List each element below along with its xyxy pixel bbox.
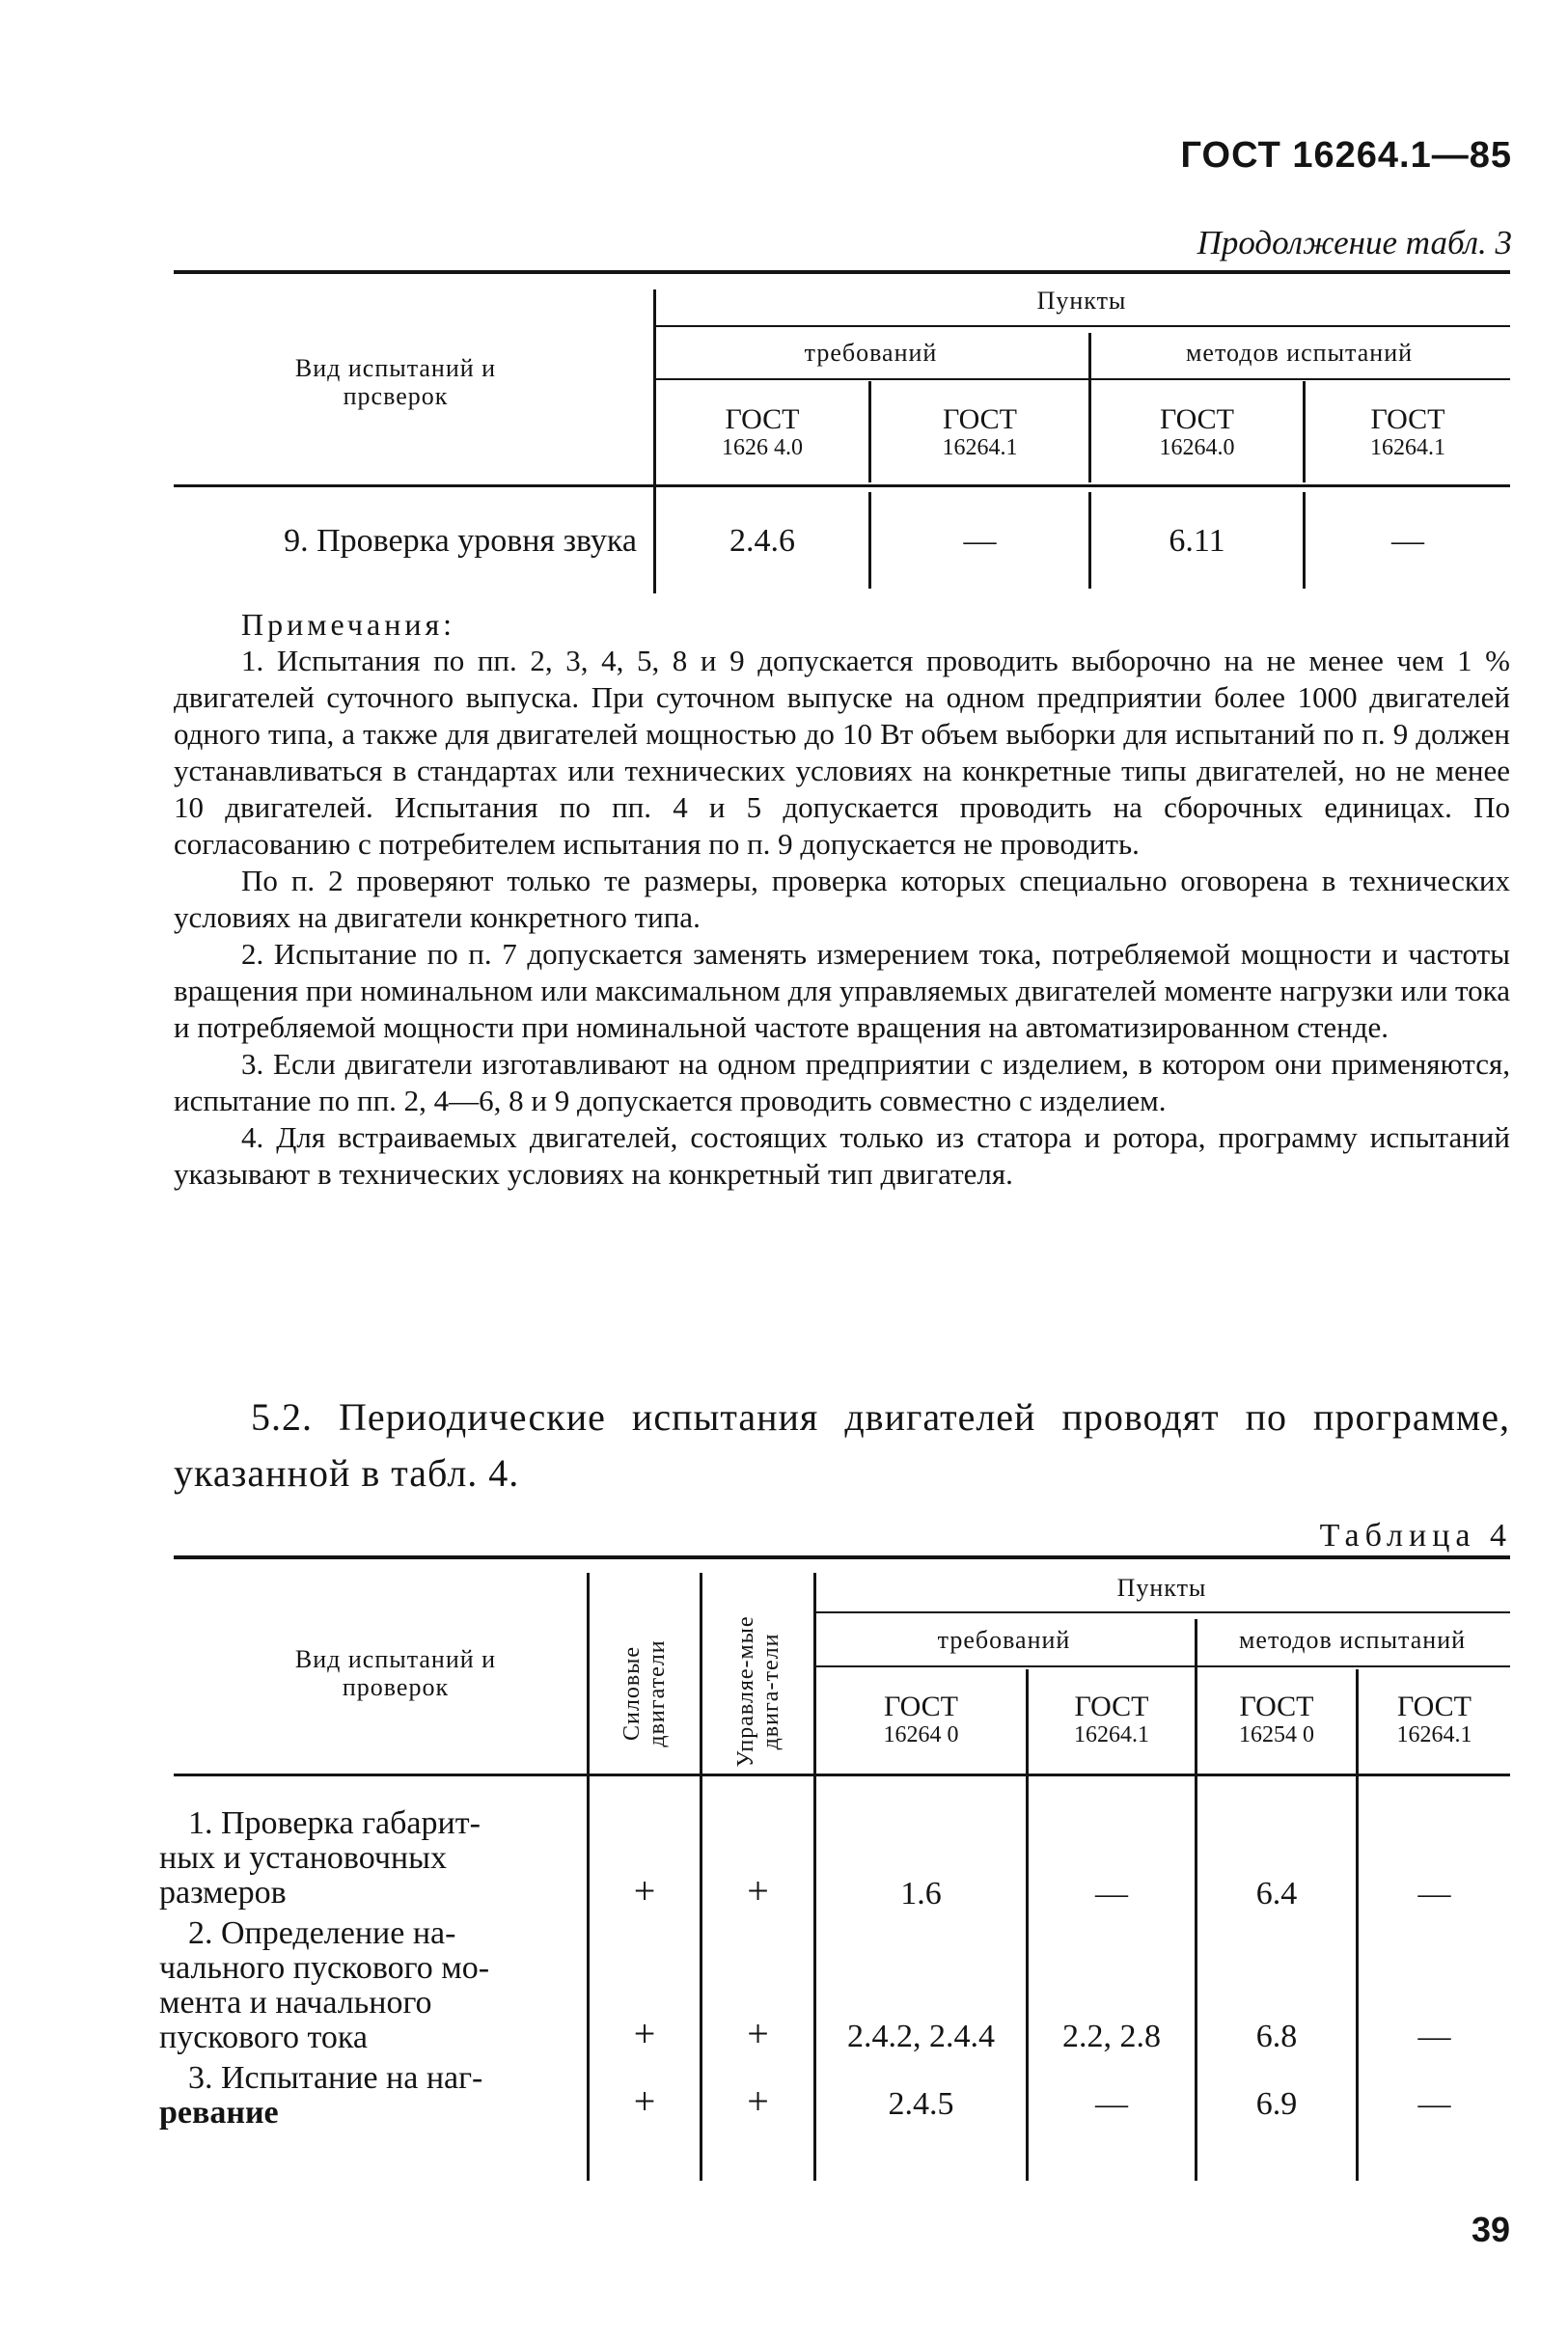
note-item: 2. Испытание по п. 7 допускается заменять измерением тока, потребляемой мощности и частоты вращения при номинальном или максимальном для управляемых двигателей моменте нагрузки или тока и потребляемой мощности при номинальной частоте вращения на автоматизированном стенде.	[174, 937, 1510, 1044]
table4-power-mark: +	[633, 1869, 656, 1912]
table3-meth-0: 6.11	[1169, 523, 1225, 559]
document-id: ГОСТ 16264.1—85	[1180, 135, 1512, 176]
table4-meth-1: —	[1417, 2019, 1451, 2054]
table3-req-0: 2.4.6	[729, 523, 795, 559]
table3-gost-cell	[656, 403, 868, 460]
notes-title: Примечания:	[241, 607, 456, 642]
table3-row-name: 9. Проверка уровня звука	[284, 523, 637, 559]
table4-subgroup-rule	[813, 1665, 1510, 1667]
table4-header-bottom-rule	[174, 1774, 1510, 1776]
table4-gost-cell	[1197, 1691, 1356, 1747]
gost-label: ГОСТ	[1370, 403, 1445, 435]
note-item: 1. Испытания по пп. 2, 3, 4, 5, 8 и 9 допускается проводить выборочно на не менее чем 1 % двигателей суточного выпуска. При суточном выпуске на одном предприятии более 1000 двигателей одного типа, а также для двигателей мощностью до 10 Вт объем выборки для испытаний по п. 9 должен устанавливаться в стандартах или технических условиях на конкретные типы двигателей, но не менее 10 двигателей. Испытания по пп. 4 и 5 допускается проводить на сборочных единицах. По согласованию с потребителем испытания по п. 9 допускается не проводить.	[174, 644, 1510, 861]
gost-label: ГОСТ	[1397, 1691, 1472, 1722]
table3-top-rule	[174, 270, 1510, 274]
gost-number: 16264 0	[883, 1722, 959, 1747]
row-name-line: 1. Проверка габарит-	[188, 1805, 481, 1841]
gost-number: 16264.0	[1159, 435, 1235, 460]
table4-col-kind: Вид испытаний и проверок	[294, 1645, 497, 1701]
table3-points-rule	[653, 325, 1510, 327]
table4-row-name	[159, 1806, 564, 1911]
table4-req-0: 1.6	[900, 1876, 942, 1912]
gost-label: ГОСТ	[725, 403, 800, 435]
table3-col-requirements: требований	[804, 339, 938, 367]
table3-req-1: —	[963, 523, 997, 559]
table3-subgroup-rule	[653, 378, 1510, 380]
table3-gost-cell	[871, 403, 1088, 460]
gost-number: 16254 0	[1239, 1722, 1314, 1747]
table4-power-mark: +	[633, 2012, 656, 2055]
table3-header-bottom-rule	[174, 484, 1510, 487]
table4-gost-cell	[1359, 1691, 1510, 1747]
row-name-line: мента и начального	[159, 1985, 432, 2021]
gost-number: 16264.1	[942, 435, 1018, 460]
table4-control-mark: +	[747, 2012, 769, 2055]
table4-meth-0: 6.9	[1255, 2086, 1298, 2122]
table4-col-requirements: требований	[937, 1626, 1071, 1654]
table4-col-control	[702, 1609, 813, 1774]
table4-row-name	[159, 2061, 564, 2131]
row-name-line: ревание	[159, 2095, 279, 2131]
table4-req-0: 2.4.2, 2.4.4	[847, 2019, 995, 2054]
section-5-2: 5.2. Периодические испытания двигателей проводят по программе, указанной в табл. 4.	[174, 1395, 1510, 1495]
table4-row-name	[159, 1916, 564, 2055]
table4-meth-1: —	[1417, 1876, 1451, 1912]
table4-col-points: Пункты	[1116, 1574, 1207, 1602]
gost-number: 16264.1	[1074, 1722, 1149, 1747]
table3-gost-cell	[1306, 403, 1510, 460]
note-item: 3. Если двигатели изготавливают на одном предприятии с изделием, в котором они применяются, испытание по пп. 2, 4—6, 8 и 9 допускается проводить совместно с изделием.	[174, 1047, 1510, 1117]
table4-power-mark: +	[633, 2079, 656, 2123]
table3-meth-1: —	[1391, 523, 1424, 559]
table3-col-methods: методов испытаний	[1185, 339, 1414, 367]
gost-number: 16264.1	[1396, 1722, 1472, 1747]
row-name-line: 2. Определение на-	[188, 1915, 456, 1951]
table4-top-rule	[174, 1555, 1510, 1559]
notes-block	[174, 606, 1510, 1193]
row-name-line: пускового тока	[159, 2020, 369, 2055]
table4-meth-0: 6.4	[1255, 1876, 1298, 1912]
table4-col-power-text: Силовые двигатели	[619, 1639, 670, 1747]
table4-meth-0: 6.8	[1255, 2019, 1298, 2054]
table4-control-mark: +	[747, 1869, 769, 1912]
table4-label: Таблица 4	[1319, 1518, 1512, 1554]
table3-col-points: Пункты	[1036, 287, 1127, 315]
table4-req-1: —	[1095, 1876, 1128, 1912]
gost-label: ГОСТ	[1074, 1691, 1149, 1722]
row-name-line: ных и установочных	[159, 1840, 447, 1876]
gost-label: ГОСТ	[1239, 1691, 1314, 1722]
table4-req-0: 2.4.5	[888, 2086, 954, 2122]
table4-col-control-text: Управляе-мые двига-тели	[732, 1615, 784, 1768]
row-name-line: чального пускового мо-	[159, 1950, 490, 1986]
gost-label: ГОСТ	[1160, 403, 1234, 435]
table4-req-1: —	[1095, 2086, 1128, 2122]
table4-points-rule	[813, 1611, 1510, 1613]
note-item: 4. Для встраиваемых двигателей, состоящих только из статора и ротора, программу испытаний указывают в технических условиях на конкретный тип двигателя.	[174, 1120, 1510, 1191]
table3-gost-cell	[1091, 403, 1303, 460]
table4-control-mark: +	[747, 2079, 769, 2123]
table4-gost-cell	[816, 1691, 1026, 1747]
page-number: 39	[1471, 2210, 1510, 2249]
table3-col-kind: Вид испытаний и прсверок	[294, 354, 497, 410]
table4-meth-1: —	[1417, 2086, 1451, 2122]
gost-number: 1626 4.0	[722, 435, 803, 460]
gost-number: 16264.1	[1370, 435, 1445, 460]
table4-col-power	[590, 1621, 700, 1766]
row-name-line: размеров	[159, 1875, 287, 1911]
gost-label: ГОСТ	[884, 1691, 958, 1722]
row-name-line: 3. Испытание на наг-	[188, 2060, 483, 2096]
table4-col-methods: методов испытаний	[1238, 1626, 1467, 1654]
table4-req-1: 2.2, 2.8	[1062, 2019, 1161, 2054]
table3-continuation-label: Продолжение табл. 3	[1197, 224, 1512, 261]
note-item: По п. 2 проверяют только те размеры, проверка которых специально оговорена в технических условиях на двигатели конкретного типа.	[174, 864, 1510, 934]
table4-gost-cell	[1029, 1691, 1195, 1747]
gost-label: ГОСТ	[943, 403, 1017, 435]
